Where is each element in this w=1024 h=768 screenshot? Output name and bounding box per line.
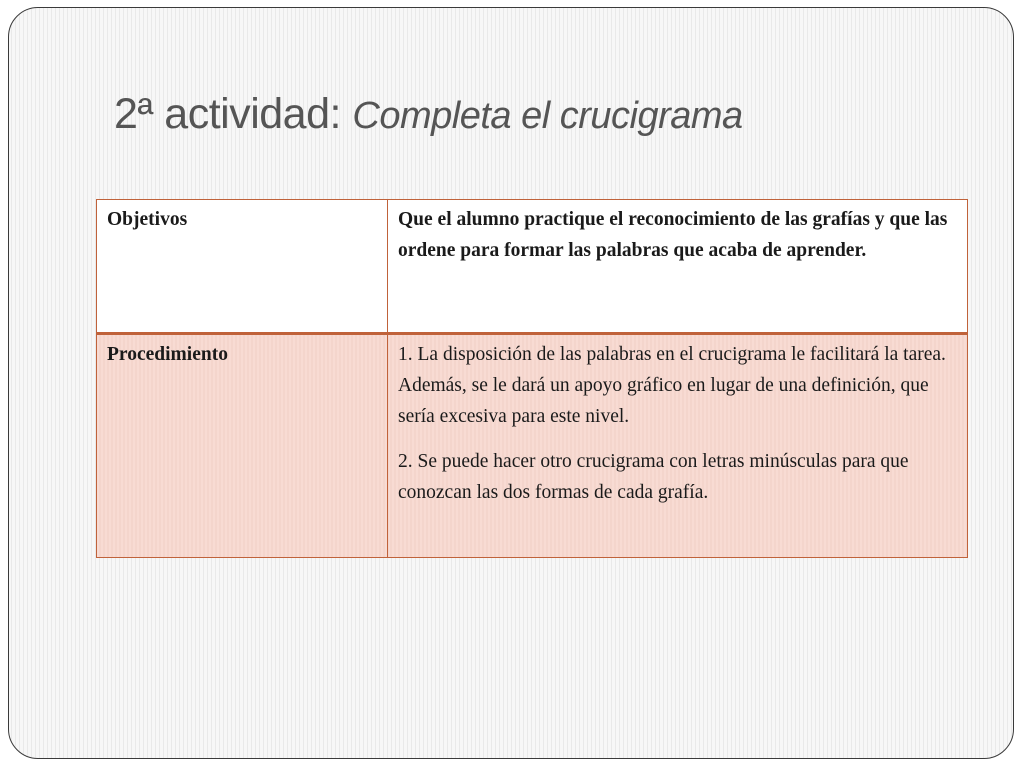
title-main: 2ª actividad: — [114, 90, 341, 138]
procedimiento-label: Procedimiento — [97, 334, 388, 558]
procedimiento-paragraph-2: 2. Se puede hacer otro crucigrama con letras minúsculas para que conozcan las dos formas de cada grafía. — [398, 451, 909, 503]
slide-title — [114, 90, 743, 139]
activity-table — [96, 199, 968, 558]
objetivos-content: Que el alumno practique el reconocimiento de las grafías y que las ordene para formar las palabras que acaba de aprender. — [388, 200, 968, 334]
title-subtitle: Completa el crucigrama — [352, 95, 743, 137]
table-row-objetivos — [97, 200, 968, 334]
objetivos-label: Objetivos — [97, 200, 388, 334]
procedimiento-content — [388, 334, 968, 558]
table-row-procedimiento — [97, 334, 968, 558]
procedimiento-paragraph-1: 1. La disposición de las palabras en el crucigrama le facilitará la tarea. Además, se le dará un apoyo gráfico en lugar de una definición, que sería excesiva para este nivel. — [398, 344, 946, 427]
